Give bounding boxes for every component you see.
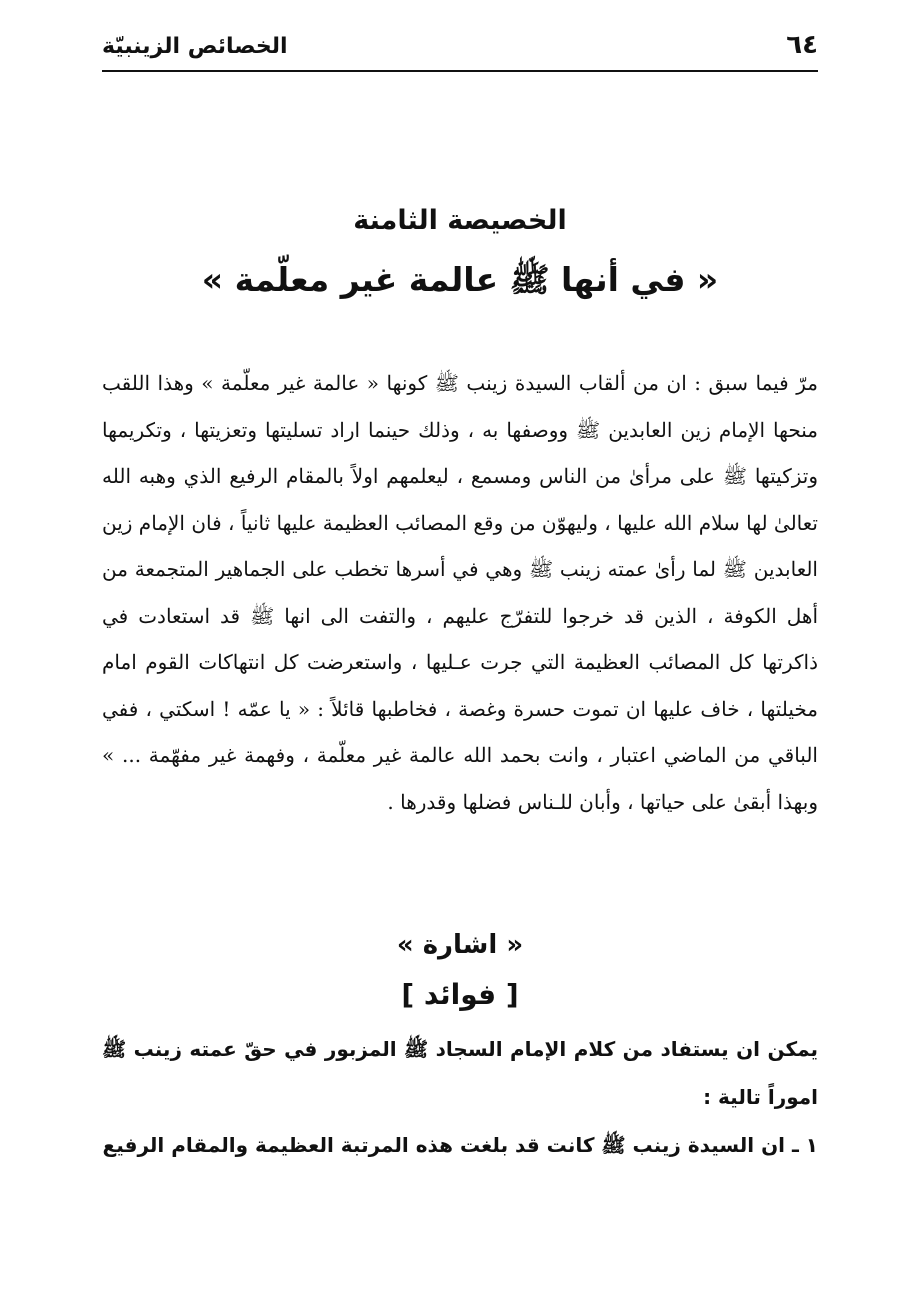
section-subtitle: « في أنها ﷺ عالمة غير معلّمة » [201, 260, 719, 299]
benefits-item-1: ١ ـ ان السيدة زينب ﷺ كانت قد بلغت هذه المرتبة العظيمة والمقام الرفيع [102, 1133, 818, 1157]
benefits-intro: يمكن ان يستفاد من كلام الإمام السجاد ﷺ المزبور في حقّ عمته زينب ﷺ اموراً تالية : [102, 1037, 818, 1109]
benefits-section [102, 1025, 818, 1169]
running-title: الخصائص الزينبيّة [102, 34, 288, 59]
intro-paragraph [102, 360, 818, 825]
page-header [102, 30, 818, 72]
note-subtitle: [ فوائد ] [401, 978, 519, 1011]
section-title: الخصيصة الثامنة [353, 205, 567, 236]
intro-paragraph-text: مرّ فيما سبق : ان من ألقاب السيدة زينب ﷺ كونها « عالمة غير معلّمة » وهذا اللقب منحها الإمام زين العابدين ﷺ ووصفها به ، وذلك حينما اراد تسليتها وتعزيتها ، وتكريمها وتزكيتها ﷺ على مرأىٰ من الناس ومسمع ، ليعلمهم اولاً بالمقام الرفيع الذي وهبه الله تعالىٰ لها سلام الله عليها ، وليهوّن من وقع المصائب العظيمة عليها ثانياً ، فان الإمام زين العابدين ﷺ لما رأىٰ عمته زينب ﷺ وهي في أسرها تخطب على الجماهير المتجمعة من أهل الكوفة ، الذين قد خرجوا للتفرّج عليهم ، والتفت الى انها ﷺ قد استعادت في ذاكرتها كل المصائب العظيمة التي جرت عـليها ، واستعرضت كل انتهاكات القوم امام مخيلتها ، خاف عليها ان تموت حسرة وغصة ، فخاطبها قائلاً : « يا عمّه ! اسكتي ، ففي الباقي من الماضي اعتبار ، وانت بحمد الله عالمة غير معلّمة ، وفهمة غير مفهّمة ... » وبهذا أبقىٰ على حياتها ، وأبان للـناس فضلها وقدرها . [102, 371, 818, 814]
page-number: ٦٤ [786, 30, 818, 60]
note-title: « اشارة » [396, 930, 524, 960]
